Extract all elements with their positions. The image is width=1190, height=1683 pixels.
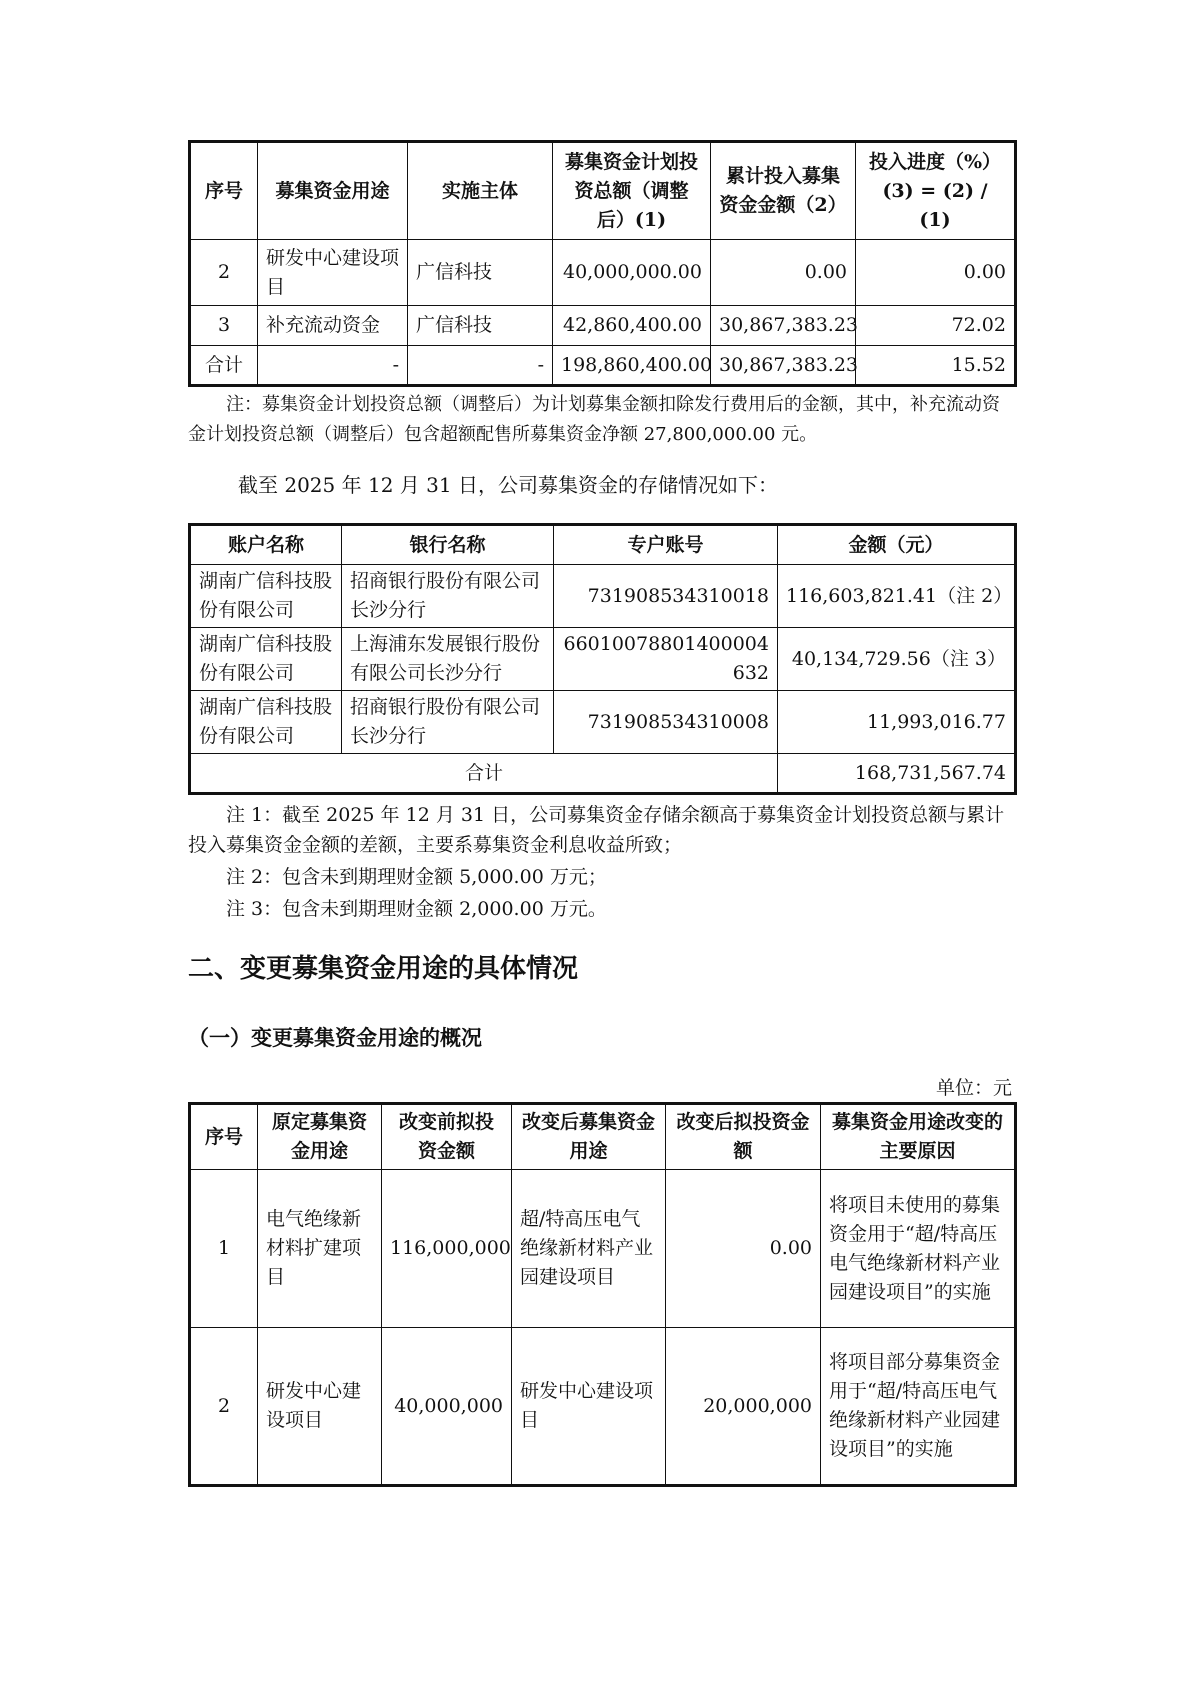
t1-header-cell: 投入进度（%）(3) = (2) / (1) [856, 142, 1016, 240]
t1-cell: 补充流动资金 [258, 306, 408, 346]
t2-cell: 湖南广信科技股份有限公司 [190, 565, 342, 628]
fund-use-change-table [188, 1102, 1017, 1487]
t2-cell: 上海浦东发展银行股份有限公司长沙分行 [342, 628, 554, 691]
t2-cell: 湖南广信科技股份有限公司 [190, 628, 342, 691]
t1-total-cell: 30,867,383.23 [711, 346, 856, 386]
t3-cell: 20,000,000 [666, 1328, 821, 1486]
storage-note-3: 注 3：包含未到期理财金额 2,000.00 万元。 [226, 898, 607, 920]
t3-cell: 超/特高压电气绝缘新材料产业园建设项目 [512, 1170, 666, 1328]
t2-cell: 11,993,016.77 [778, 691, 1016, 754]
t1-cell: 研发中心建设项目 [258, 240, 408, 306]
section-heading: 二、变更募集资金用途的具体情况 [188, 954, 579, 984]
t1-total-cell: 合计 [190, 346, 258, 386]
table-total-row [190, 346, 1016, 386]
t1-cell: 40,000,000.00 [553, 240, 711, 306]
t1-cell: 广信科技 [408, 306, 553, 346]
t3-cell: 研发中心建设项目 [512, 1328, 666, 1486]
t3-cell: 将项目部分募集资金用于“超/特高压电气绝缘新材料产业园建设项目”的实施 [821, 1328, 1016, 1486]
storage-note-1: 注 1：截至 2025 年 12 月 31 日，公司募集资金存储余额高于募集资金计划投资总额与累计投入募集资金金额的差额，主要系募集资金利息收益所致； [188, 804, 1005, 856]
t1-cell: 42,860,400.00 [553, 306, 711, 346]
table-row [190, 306, 1016, 346]
investment-progress-table [188, 140, 1017, 387]
t3-cell: 40,000,000 [382, 1328, 512, 1486]
t2-total-value: 168,731,567.74 [778, 754, 1016, 794]
t3-cell: 将项目未使用的募集资金用于“超/特高压电气绝缘新材料产业园建设项目”的实施 [821, 1170, 1016, 1328]
t3-header-cell: 募集资金用途改变的主要原因 [821, 1104, 1016, 1170]
t1-cell: 广信科技 [408, 240, 553, 306]
t3-header-cell: 改变前拟投资金额 [382, 1104, 512, 1170]
t1-header-cell: 序号 [190, 142, 258, 240]
table1-note: 注：募集资金计划投资总额（调整后）为计划募集金额扣除发行费用后的金额，其中，补充流动资金计划投资总额（调整后）包含超额配售所募集资金净额 27,800,000.00 元。 [188, 394, 1000, 445]
t1-header-cell: 实施主体 [408, 142, 553, 240]
t1-cell: 0.00 [856, 240, 1016, 306]
t2-cell: 招商银行股份有限公司长沙分行 [342, 691, 554, 754]
t1-cell: 30,867,383.23 [711, 306, 856, 346]
table-row [190, 1328, 1016, 1486]
t1-cell: 72.02 [856, 306, 1016, 346]
t1-header-cell: 累计投入募集资金金额（2） [711, 142, 856, 240]
t3-cell: 2 [190, 1328, 258, 1486]
t1-total-cell: - [258, 346, 408, 386]
t2-cell: 731908534310008 [554, 691, 778, 754]
t3-header-cell: 改变后拟投资金额 [666, 1104, 821, 1170]
t1-cell: 0.00 [711, 240, 856, 306]
t1-total-cell: 15.52 [856, 346, 1016, 386]
table-row [190, 565, 1016, 628]
fund-storage-table [188, 523, 1017, 795]
unit-label: 单位：元 [935, 1077, 1012, 1099]
t2-header-cell: 金额（元） [778, 525, 1016, 565]
t1-cell: 2 [190, 240, 258, 306]
t2-total-label: 合计 [190, 754, 778, 794]
table-total-row [190, 754, 1016, 794]
t3-cell: 研发中心建设项目 [258, 1328, 382, 1486]
t3-cell: 1 [190, 1170, 258, 1328]
table-row [190, 691, 1016, 754]
t1-total-cell: - [408, 346, 553, 386]
t1-header-cell: 募集资金用途 [258, 142, 408, 240]
storage-intro: 截至 2025 年 12 月 31 日，公司募集资金的存储情况如下： [238, 473, 778, 497]
t2-cell: 招商银行股份有限公司长沙分行 [342, 565, 554, 628]
t2-cell: 731908534310018 [554, 565, 778, 628]
subsection-heading: （一）变更募集资金用途的概况 [188, 1025, 482, 1050]
t3-cell: 电气绝缘新材料扩建项目 [258, 1170, 382, 1328]
table-row [190, 240, 1016, 306]
t2-cell: 40,134,729.56（注 3） [778, 628, 1016, 691]
t2-header-cell: 银行名称 [342, 525, 554, 565]
t3-header-cell: 序号 [190, 1104, 258, 1170]
t3-header-cell: 改变后募集资金用途 [512, 1104, 666, 1170]
t1-header-cell: 募集资金计划投资总额（调整后）(1) [553, 142, 711, 240]
table-row [190, 628, 1016, 691]
t2-cell: 116,603,821.41（注 2） [778, 565, 1016, 628]
t3-cell: 0.00 [666, 1170, 821, 1328]
t2-header-cell: 专户账号 [554, 525, 778, 565]
t2-cell: 湖南广信科技股份有限公司 [190, 691, 342, 754]
t3-header-cell: 原定募集资金用途 [258, 1104, 382, 1170]
storage-note-2: 注 2：包含未到期理财金额 5,000.00 万元； [226, 866, 607, 888]
t3-cell: 116,000,000 [382, 1170, 512, 1328]
t1-cell: 3 [190, 306, 258, 346]
t2-cell: 66010078801400004632 [554, 628, 778, 691]
table-row [190, 1170, 1016, 1328]
t1-total-cell: 198,860,400.00 [553, 346, 711, 386]
t2-header-cell: 账户名称 [190, 525, 342, 565]
